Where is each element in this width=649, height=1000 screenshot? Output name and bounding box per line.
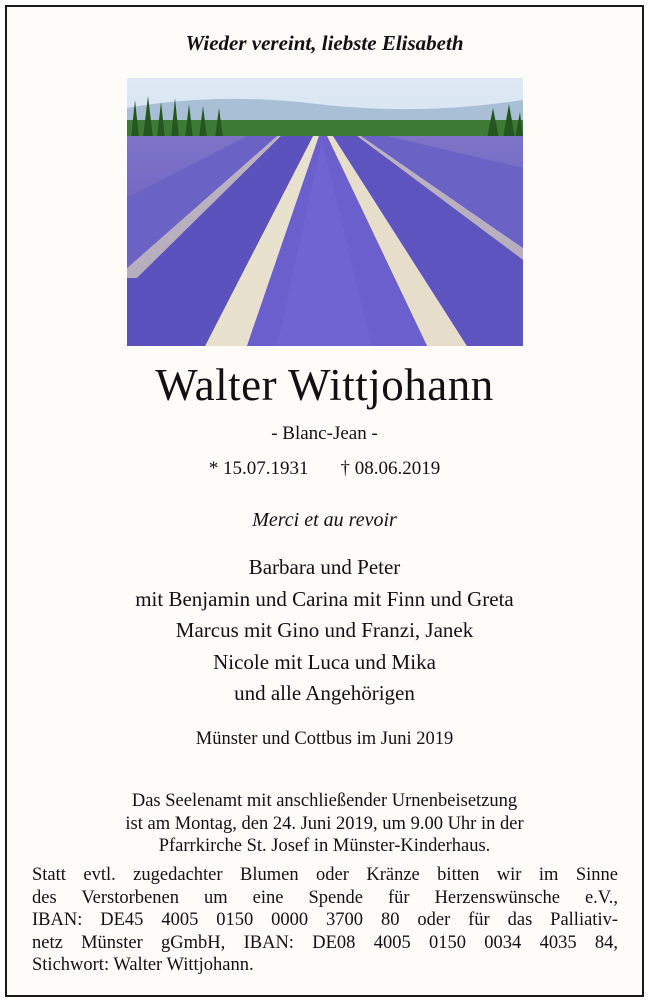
place-and-date: Münster und Cottbus im Juni 2019	[195, 729, 454, 749]
donation-line: Stichwort: Walter Wittjohann.	[32, 955, 254, 975]
lavender-field-photo	[127, 78, 523, 346]
donation-line: netz Münster gGmbH, IBAN: DE08 4005 0150 0034 4035 84,	[32, 932, 618, 953]
death-date: † 08.06.2019	[340, 458, 441, 479]
life-dates	[7, 458, 642, 480]
service-line: ist am Montag, den 24. Juni 2019, um 9.00 Uhr in der	[125, 813, 524, 834]
motto: Wieder vereint, liebste Elisabeth	[185, 31, 464, 55]
mourners-list	[7, 552, 642, 710]
donation-line: des Verstorbenen um eine Spende für Herzenswünsche e.V.,	[32, 887, 618, 908]
mourner-line: Marcus mit Gino und Franzi, Janek	[175, 618, 474, 643]
mourner-line: mit Benjamin und Carina mit Finn und Greta	[135, 586, 514, 611]
service-info	[7, 790, 642, 858]
service-line: Pfarrkirche St. Josef in Münster-Kinderhaus.	[158, 836, 491, 856]
mourner-line: Barbara und Peter	[248, 555, 401, 579]
donation-request	[32, 864, 618, 977]
farewell-line: Merci et au revoir	[252, 509, 397, 531]
donation-line: IBAN: DE45 4005 0150 0000 3700 80 oder für das Palliativ-	[32, 910, 618, 930]
deceased-name: Walter Wittjohann	[155, 360, 494, 410]
nickname: - Blanc-Jean -	[271, 423, 378, 444]
lavender-field-image	[127, 78, 523, 346]
obituary-card	[5, 5, 644, 997]
birth-date: * 15.07.1931	[208, 458, 309, 479]
service-line: Das Seelenamt mit anschließender Urnenbeisetzung	[131, 791, 518, 811]
mourner-line: und alle Angehörigen	[234, 681, 415, 706]
mourner-line: Nicole mit Luca und Mika	[213, 649, 436, 674]
donation-line: Statt evtl. zugedachter Blumen oder Kränze bitten wir im Sinne	[32, 865, 618, 885]
